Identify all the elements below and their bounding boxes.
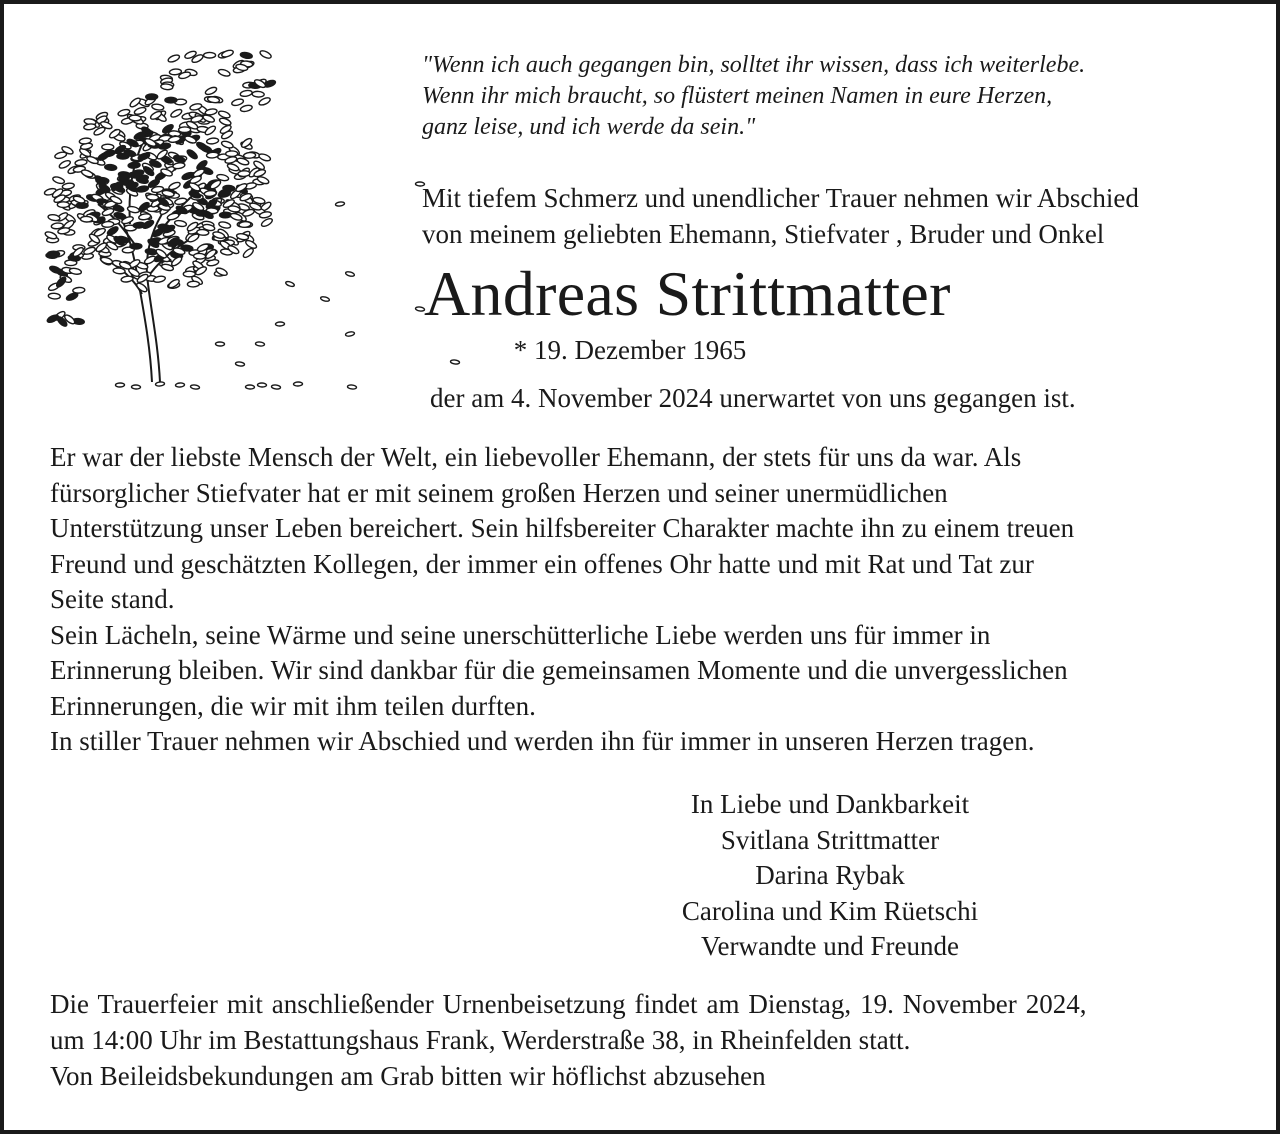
leaf [146, 94, 158, 100]
signer-line: Svitlana Strittmatter [720, 824, 940, 855]
tribute-text [50, 440, 1250, 760]
birth-date: * 19. Dezember 1965 [513, 335, 747, 365]
leaf [235, 361, 244, 366]
leaf [219, 212, 231, 218]
leaf [238, 170, 250, 176]
leaf [215, 342, 224, 346]
leaf [158, 224, 170, 231]
leaf [174, 220, 187, 228]
leaf [173, 162, 186, 169]
leaf [75, 159, 88, 166]
signer-line: Carolina und Kim Rüetschi [681, 895, 979, 926]
tribute-line: Freund und geschätzten Kollegen, der immer ein offenes Ohr hatte und mit Rat und Tat zur [50, 548, 1034, 579]
leaf [135, 282, 148, 294]
leaf [206, 152, 218, 159]
tribute-line: Unterstützung unser Leben bereichert. Sein hilfsbereiter Charakter machte ihn zu einem treuen [50, 513, 1075, 543]
quote-line: Wenn ihr mich braucht, so flüstert meinen Namen in eure Herzen, [422, 83, 1053, 109]
intro-text [422, 180, 1139, 252]
leaf [231, 98, 244, 107]
leaf [240, 104, 253, 112]
leaf [155, 382, 164, 387]
tribute-line: Sein Lächeln, seine Wärme und seine unerschütterliche Liebe werden uns für immer in [50, 619, 991, 650]
name-block [424, 256, 951, 332]
signer-line: Darina Rybak [755, 860, 905, 890]
leaf [52, 176, 65, 185]
leaf [226, 151, 238, 157]
tribute-line: Seite stand. [50, 584, 175, 614]
leaf [204, 190, 217, 197]
leaf [179, 127, 191, 133]
leaf [167, 212, 180, 221]
leaf [242, 247, 255, 259]
tribute-line: In stiller Trauer nehmen wir Abschied und werden ihn für immer in unseren Herzen tragen. [50, 726, 1035, 756]
tribute-line: fürsorglicher Stiefvater hat er mit seinem großen Herzen und seiner unermüdlichen [50, 477, 948, 508]
leaf [335, 201, 344, 206]
leaf [243, 152, 255, 158]
tribute-line: Er war der liebste Mensch der Welt, ein liebevoller Ehemann, der stets für uns da war. Als [50, 442, 1022, 472]
leaf [48, 214, 61, 222]
leaf [134, 106, 147, 115]
leaf [129, 97, 142, 109]
leaf [206, 137, 219, 144]
leaf [259, 49, 272, 59]
funeral-info-line: um 14:00 Uhr im Bestattungshaus Frank, Werderstraße 38, in Rheinfelden statt. [50, 1025, 911, 1055]
leaf [285, 281, 295, 288]
leaf [48, 251, 60, 257]
leaf [151, 103, 164, 110]
leaf [258, 153, 271, 162]
leaf [165, 97, 177, 103]
leaf [79, 137, 92, 144]
leaf [293, 382, 302, 386]
signers [580, 787, 1080, 965]
leaf [221, 140, 234, 149]
leaf [168, 181, 181, 191]
intro-line: Mit tiefem Schmerz und unendlicher Trauer nehmen wir Abschied [422, 183, 1139, 213]
leaf [161, 83, 174, 90]
leaf [58, 159, 71, 169]
leaf [197, 229, 209, 235]
funeral-info [50, 986, 1240, 1094]
leaf [275, 322, 284, 326]
leaf [175, 383, 184, 388]
leaf [128, 162, 140, 168]
leaf [146, 194, 158, 200]
leaf [320, 296, 330, 302]
leaf [240, 90, 253, 98]
leaf [204, 52, 216, 58]
leaf [170, 108, 183, 119]
leaf [252, 91, 264, 97]
leaf [129, 115, 141, 121]
leaf [221, 49, 234, 58]
tribute-line: Erinnerungen, die wir mit ihm teilen durften. [50, 690, 536, 721]
leaf [80, 216, 92, 222]
leaf [94, 174, 107, 186]
leaf [104, 164, 117, 171]
signer-line: Verwandte und Freunde [701, 931, 959, 961]
leaf [167, 54, 180, 64]
leaf [218, 68, 231, 77]
leaf [239, 221, 251, 228]
leaf [240, 52, 253, 60]
quote [422, 50, 1085, 143]
leaf [245, 385, 254, 389]
quote-line: ganz leise, und ich werde da sein." [422, 114, 756, 140]
leaf [345, 331, 355, 337]
leaf [347, 385, 356, 390]
windblown-tree-icon [40, 44, 480, 404]
leaf [103, 149, 116, 157]
leaf [258, 96, 271, 106]
signer-line: In Liebe und Dankbarkeit [690, 789, 970, 819]
leaf [187, 281, 199, 287]
leaf [102, 144, 114, 150]
intro-line: von meinem geliebten Ehemann, Stiefvater , Bruder und Onkel [422, 219, 1105, 249]
leaf [218, 221, 231, 229]
leaf [183, 271, 195, 277]
leaf [48, 293, 60, 299]
leaf [115, 383, 124, 387]
leaf [260, 217, 273, 228]
leaf [121, 275, 134, 282]
leaf [190, 384, 199, 389]
leaf [193, 253, 205, 259]
leaf [55, 276, 67, 289]
leaf [49, 265, 62, 275]
funeral-info-line: Von Beileidsbekundungen am Grab bitten wir höflichst abzusehen [50, 1061, 766, 1091]
leaf [271, 384, 280, 389]
leaf [204, 125, 217, 137]
leaf [73, 287, 85, 293]
leaf [131, 385, 140, 389]
leaf [345, 271, 355, 277]
passing-date: der am 4. November 2024 unerwartet von uns gegangen ist. [430, 383, 1076, 413]
leaf [133, 222, 145, 228]
leaf [257, 383, 266, 387]
leaf [186, 148, 199, 160]
tribute-line: Erinnerung bleiben. Wir sind dankbar für die gemeinsamen Momente und die unvergesslichen [50, 655, 1068, 685]
leaf [204, 86, 217, 96]
deceased-name: Andreas Strittmatter [424, 258, 951, 329]
leaf [130, 243, 142, 249]
leaf [84, 123, 97, 130]
funeral-info-line: Die Trauerfeier mit anschließender Urnenbeisetzung findet am Dienstag, 19. November 2024, [50, 989, 1087, 1019]
leaf [255, 342, 264, 347]
leaf [128, 172, 141, 179]
leaf [100, 256, 113, 265]
quote-line: "Wenn ich auch gegangen bin, solltet ihr wissen, dass ich weiterlebe. [422, 52, 1086, 78]
leaf [81, 169, 94, 179]
